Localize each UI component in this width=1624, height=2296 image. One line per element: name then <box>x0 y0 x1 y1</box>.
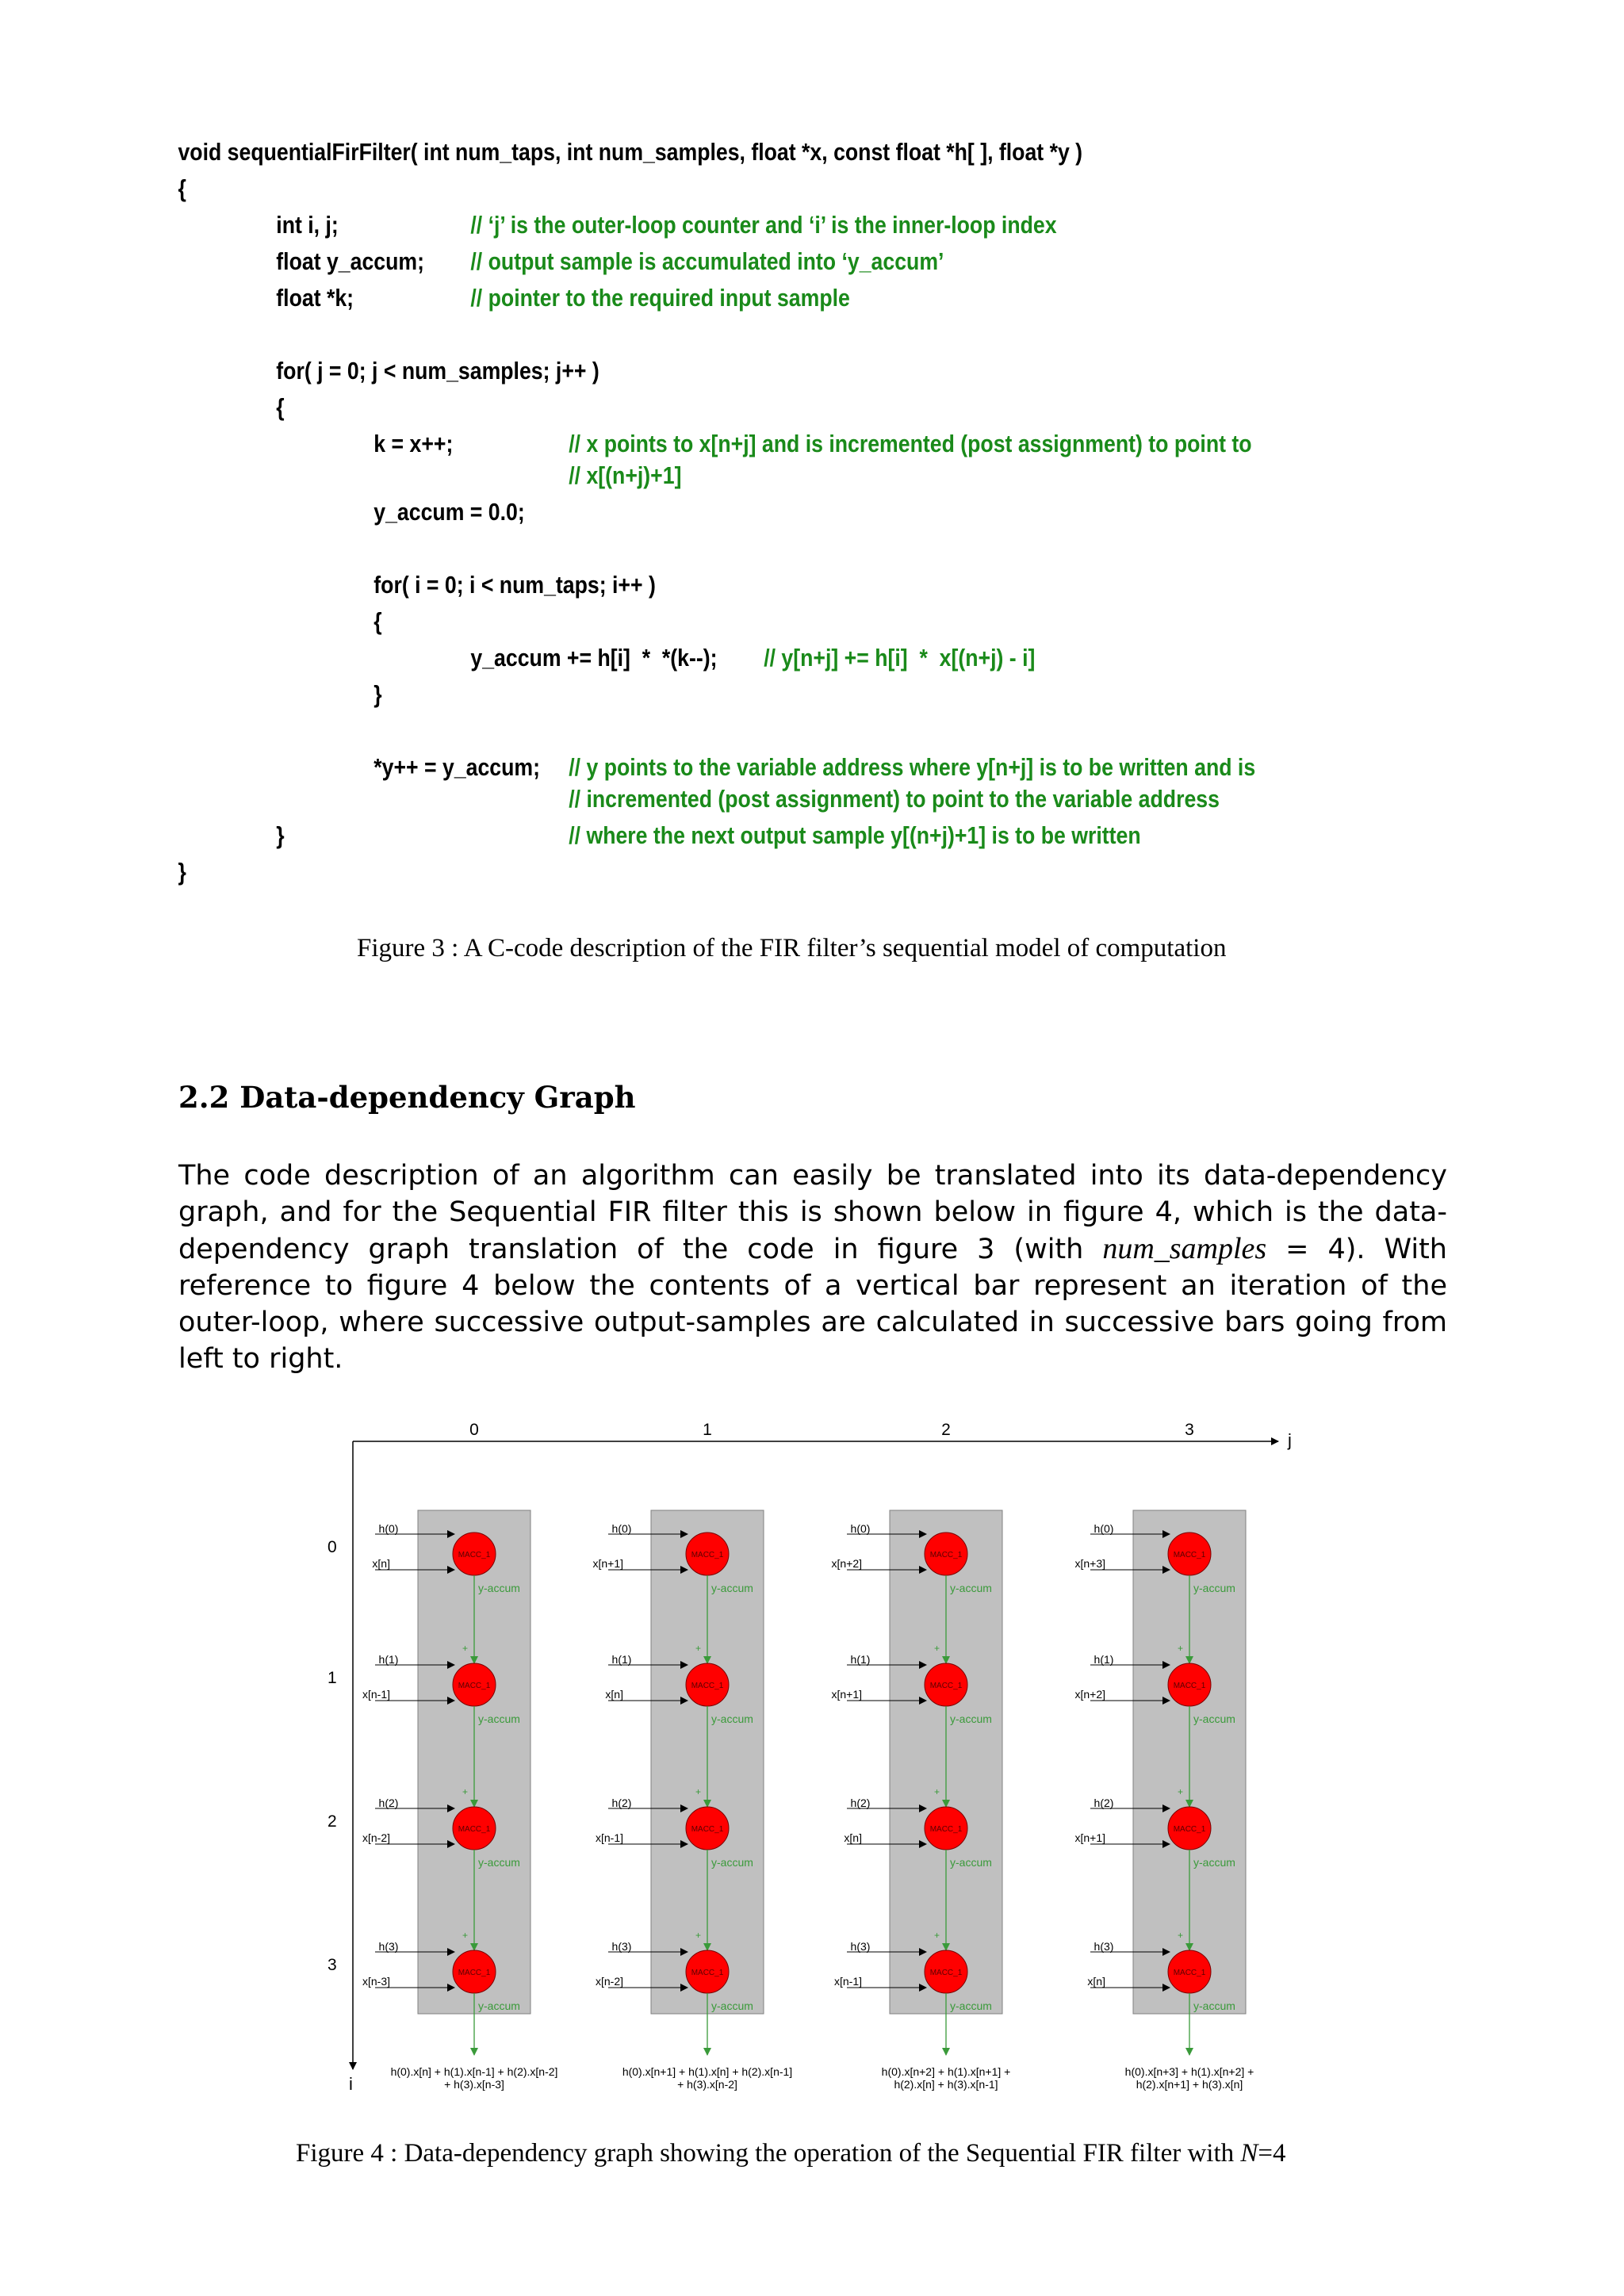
paragraph-text: = 4). With reference to figure 4 below the contents of a vertical bar represent an iteration of the outer-loop, where successive output-samples are calculated in successive bars going from left to right. <box>178 1234 1447 1375</box>
caption-text: Figure 4 : Data-dependency graph showing the operation of the Sequential FIR filter with <box>296 2139 1241 2168</box>
j-axis-label: j <box>1288 1430 1292 1450</box>
accumulator-label: y-accum <box>711 1999 753 2012</box>
macc-node-label: MACC_1 <box>691 1969 724 1977</box>
paragraph-text: The code description of an algorithm can easily be translated into its data-dependency graph, and for the Sequential FIR filter this is shown below in figure 4, which is the data-dependency graph translation of the code in figure 3 (with <box>178 1160 1447 1265</box>
code-comment: // x[(n+j)+1] <box>569 461 682 489</box>
accumulator-label: y-accum <box>950 1712 992 1725</box>
coefficient-label: h(3) <box>1094 1940 1114 1953</box>
figure-4-caption <box>296 2139 1286 2168</box>
output-expression: h(0).x[n+1] + h(1).x[n] + h(2).x[n-1] <box>622 2065 793 2078</box>
output-expression: h(2).x[n+1] + h(3).x[n] <box>1136 2078 1243 2091</box>
code-decl-k: float *k; <box>276 284 354 312</box>
macc-node-label: MACC_1 <box>1173 1682 1206 1690</box>
macc-node-label: MACC_1 <box>1173 1969 1206 1977</box>
code-outer-close: } <box>276 821 285 849</box>
accumulator-label: y-accum <box>478 1712 520 1725</box>
caption-text: =4 <box>1258 2139 1286 2168</box>
sample-label: x[n-1] <box>362 1688 390 1701</box>
accumulator-label: y-accum <box>1193 1582 1235 1594</box>
accumulator-label: y-accum <box>1193 1999 1235 2012</box>
sample-label: x[n] <box>605 1688 623 1701</box>
macc-node-label: MACC_1 <box>929 1682 963 1690</box>
coefficient-label: h(2) <box>378 1797 399 1809</box>
sample-label: x[n+2] <box>831 1557 862 1570</box>
macc-node-label: MACC_1 <box>458 1682 491 1690</box>
sum-plus-label: + <box>1178 1786 1184 1797</box>
column-index-label: 2 <box>941 1421 951 1439</box>
code-comment: // y[n+j] += h[i] * x[(n+j) - i] <box>764 644 1036 672</box>
accumulator-label: y-accum <box>478 1856 520 1869</box>
sample-label: x[n] <box>372 1557 390 1570</box>
code-decl-ij: int i, j; <box>276 211 339 239</box>
coefficient-label: h(2) <box>611 1797 632 1809</box>
sum-plus-label: + <box>462 1930 469 1941</box>
code-comment: // y points to the variable address where y[n+j] is to be written and is <box>569 753 1256 781</box>
accumulator-label: y-accum <box>950 1856 992 1869</box>
macc-node-label: MACC_1 <box>458 1551 491 1559</box>
figure-3-caption: Figure 3 : A C-code description of the FIR filter’s sequential model of computation <box>357 934 1227 962</box>
code-y-store: *y++ = y_accum; <box>373 753 541 781</box>
accumulator-label: y-accum <box>950 1582 992 1594</box>
coefficient-label: h(1) <box>1094 1653 1114 1666</box>
macc-node-label: MACC_1 <box>929 1825 963 1834</box>
paragraph-variable: num_samples <box>1102 1232 1267 1265</box>
section-heading: 2.2 Data-dependency Graph <box>178 1080 636 1115</box>
sample-label: x[n+1] <box>592 1557 623 1570</box>
caption-variable: N <box>1240 2139 1258 2168</box>
i-axis-label: i <box>349 2074 353 2094</box>
accumulator-label: y-accum <box>711 1712 753 1725</box>
sum-plus-label: + <box>695 1786 702 1797</box>
coefficient-label: h(2) <box>850 1797 871 1809</box>
code-comment: // output sample is accumulated into ‘y_accum’ <box>470 247 944 275</box>
code-inner-close: } <box>373 680 382 708</box>
macc-node-label: MACC_1 <box>458 1825 491 1834</box>
row-index-label: 3 <box>327 1956 337 1974</box>
sample-label: x[n+1] <box>831 1688 862 1701</box>
code-open-brace: { <box>178 174 186 202</box>
sample-label: x[n-3] <box>362 1975 390 1988</box>
macc-node-label: MACC_1 <box>1173 1825 1206 1834</box>
coefficient-label: h(0) <box>850 1522 871 1535</box>
accumulator-label: y-accum <box>950 1999 992 2012</box>
column-index-label: 1 <box>703 1421 712 1439</box>
sample-label: x[n-2] <box>595 1975 623 1988</box>
sum-plus-label: + <box>1178 1930 1184 1941</box>
output-expression: h(2).x[n] + h(3).x[n-1] <box>894 2078 998 2091</box>
code-comment: // where the next output sample y[(n+j)+1] is to be written <box>569 821 1141 849</box>
code-macc-stmt: y_accum += h[i] * *(k--); <box>470 644 718 672</box>
code-inner-for: for( i = 0; i < num_taps; i++ ) <box>373 571 656 599</box>
coefficient-label: h(1) <box>611 1653 632 1666</box>
accumulator-label: y-accum <box>711 1582 753 1594</box>
coefficient-label: h(0) <box>611 1522 632 1535</box>
row-index-label: 2 <box>327 1812 337 1831</box>
code-comment: // pointer to the required input sample <box>470 284 850 312</box>
output-expression: h(0).x[n+2] + h(1).x[n+1] + <box>881 2065 1011 2078</box>
sum-plus-label: + <box>934 1930 940 1941</box>
code-inner-open: { <box>373 607 382 635</box>
macc-node-label: MACC_1 <box>929 1969 963 1977</box>
sum-plus-label: + <box>934 1786 940 1797</box>
sample-label: x[n+3] <box>1074 1557 1105 1570</box>
macc-node-label: MACC_1 <box>691 1682 724 1690</box>
row-index-label: 1 <box>327 1669 337 1687</box>
output-expression: + h(3).x[n-2] <box>677 2078 737 2091</box>
code-outer-open: { <box>276 393 285 421</box>
sample-label: x[n+1] <box>1074 1831 1105 1844</box>
code-comment: // x points to x[n+j] and is incremented (post assignment) to point to <box>569 430 1252 457</box>
accumulator-label: y-accum <box>1193 1856 1235 1869</box>
coefficient-label: h(3) <box>378 1940 399 1953</box>
macc-node-label: MACC_1 <box>929 1551 963 1559</box>
macc-node-label: MACC_1 <box>458 1969 491 1977</box>
code-y-init: y_accum = 0.0; <box>373 498 525 526</box>
output-expression: h(0).x[n+3] + h(1).x[n+2] + <box>1124 2065 1254 2078</box>
coefficient-label: h(3) <box>611 1940 632 1953</box>
coefficient-label: h(3) <box>850 1940 871 1953</box>
output-expression: + h(3).x[n-3] <box>444 2078 504 2091</box>
code-comment: // ‘j’ is the outer-loop counter and ‘i’ is the inner-loop index <box>470 211 1057 239</box>
coefficient-label: h(1) <box>378 1653 399 1666</box>
coefficient-label: h(0) <box>378 1522 399 1535</box>
code-comment: // incremented (post assignment) to point to the variable address <box>569 785 1220 813</box>
output-expression: h(0).x[n] + h(1).x[n-1] + h(2).x[n-2] <box>390 2065 558 2078</box>
sum-plus-label: + <box>695 1643 702 1654</box>
sample-label: x[n+2] <box>1074 1688 1105 1701</box>
sample-label: x[n-1] <box>595 1831 623 1844</box>
coefficient-label: h(2) <box>1094 1797 1114 1809</box>
accumulator-label: y-accum <box>478 1582 520 1594</box>
accumulator-label: y-accum <box>711 1856 753 1869</box>
sum-plus-label: + <box>695 1930 702 1941</box>
accumulator-label: y-accum <box>1193 1712 1235 1725</box>
accumulator-label: y-accum <box>478 1999 520 2012</box>
sample-label: x[n-1] <box>833 1975 862 1988</box>
coefficient-label: h(1) <box>850 1653 871 1666</box>
code-close-brace: } <box>178 858 186 886</box>
macc-node-label: MACC_1 <box>1173 1551 1206 1559</box>
macc-node-label: MACC_1 <box>691 1551 724 1559</box>
code-k-assign: k = x++; <box>373 430 454 457</box>
column-index-label: 3 <box>1185 1421 1194 1439</box>
macc-node-label: MACC_1 <box>691 1825 724 1834</box>
sum-plus-label: + <box>934 1643 940 1654</box>
column-index-label: 0 <box>469 1421 479 1439</box>
code-decl-yaccum: float y_accum; <box>276 247 424 275</box>
sample-label: x[n] <box>1087 1975 1105 1988</box>
code-outer-for: for( j = 0; j < num_samples; j++ ) <box>276 357 599 385</box>
sum-plus-label: + <box>462 1643 469 1654</box>
row-index-label: 0 <box>327 1538 337 1556</box>
coefficient-label: h(0) <box>1094 1522 1114 1535</box>
sample-label: x[n-2] <box>362 1831 390 1844</box>
sum-plus-label: + <box>462 1786 469 1797</box>
sum-plus-label: + <box>1178 1643 1184 1654</box>
sample-label: x[n] <box>844 1831 862 1844</box>
code-signature: void sequentialFirFilter( int num_taps, int num_samples, float *x, const float *h[ ], float *y ) <box>178 138 1083 166</box>
